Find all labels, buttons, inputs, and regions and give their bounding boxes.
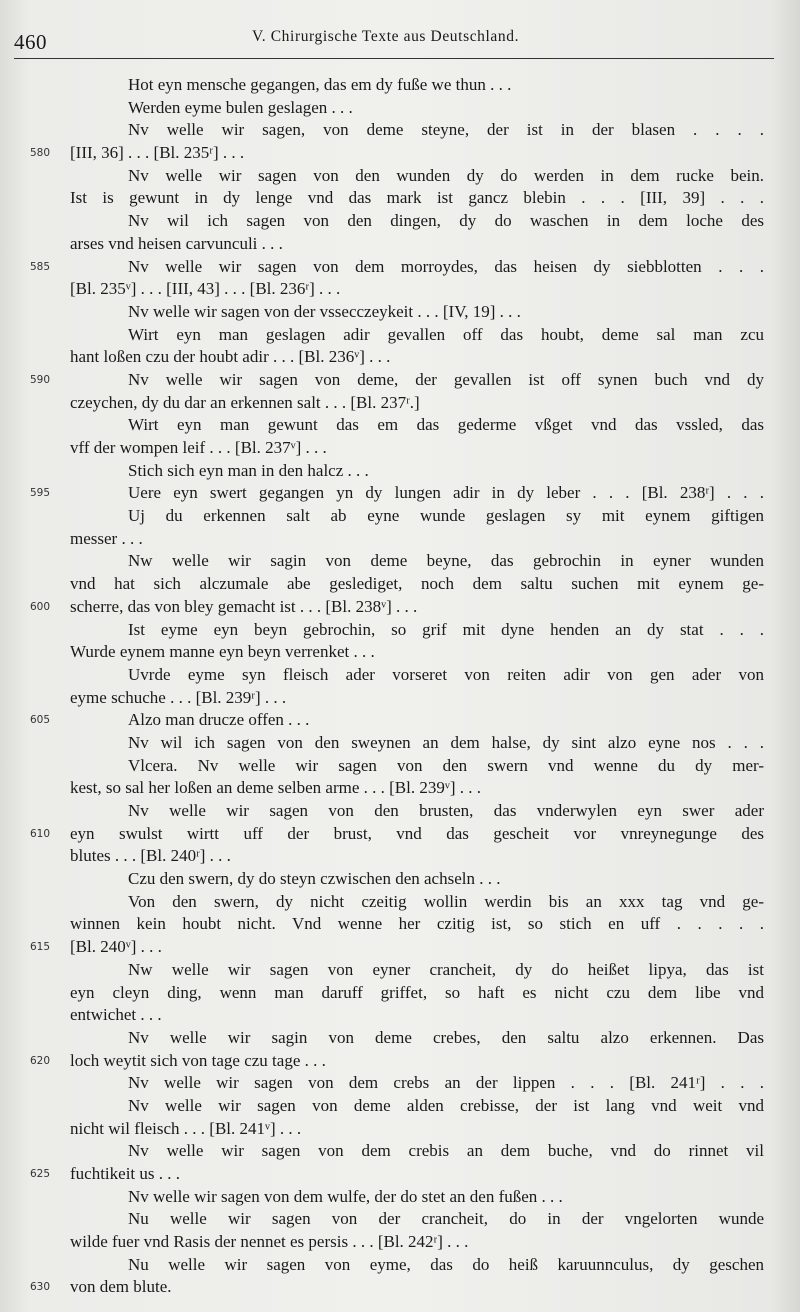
line-text: Nv welle wir sagen von deme, der gevallen ist off synen buch vnd dy [128,369,764,389]
text-line [70,959,764,982]
text-line [30,596,764,619]
text-line [30,1050,764,1073]
line-text: Nv welle wir sagen, von deme steyne, der ist in der blasen . . . . [128,120,764,140]
text-line [30,709,764,732]
line-text: eyn swulst wirtt uff der brust, vnd das gescheit vor vnreynegunge des [70,823,764,843]
text-line [70,732,764,755]
line-text: Nv welle wir sagen von dem crebis an dem buche, vnd do rinnet vil [128,1141,764,1161]
line-text: Nw welle wir sagen von eyner crancheit, dy do heißet lipya, das ist [128,959,764,979]
line-text: Nu welle wir sagen von eyme, das do heiß karuunnculus, dy geschen [128,1254,764,1274]
text-line [70,278,764,301]
text-line [70,1186,764,1209]
text-line [70,1254,764,1277]
text-line [30,1276,764,1299]
line-text: Nv welle wir sagen von dem wulfe, der do stet an den fußen . . . [128,1186,563,1206]
line-text: [Bl. 235ᵛ] . . . [III, 43] . . . [Bl. 236ʳ] . . . [70,279,341,299]
line-text: Nv wil ich sagen von den sweynen an dem halse, dy sint alzo eyne nos . . . [128,732,764,752]
line-text: wilde fuer vnd Rasis der nennet es persis . . . [Bl. 242ʳ] . . . [70,1232,469,1252]
line-number: 585 [30,260,51,273]
line-number: 615 [30,941,51,954]
text-line [70,777,764,800]
line-text: entwichet . . . [70,1005,162,1025]
text-line [70,619,764,642]
line-text: loch weytit sich von tage czu tage . . . [70,1050,326,1070]
line-text: Nv welle wir sagen von dem crebs an der lippen . . . [Bl. 241ʳ] . . . [128,1073,764,1093]
text-line [70,414,764,437]
text-line [70,74,764,97]
line-text: eyn cleyn ding, wenn man daruff griffet, so haft es nicht czu dem libe vnd [70,982,764,1002]
text-line [70,528,764,551]
line-text: vnd hat sich alczumale abe geslediget, noch dem saltu suchen mit eynem ge- [70,574,764,594]
text-line [30,823,764,846]
text-line [30,1163,764,1186]
line-text: Vlcera. Nv welle wir sagen von den swern vnd wenne du dy mer- [128,755,764,775]
line-number: 580 [30,147,51,160]
line-text: Uere eyn swert gegangen yn dy lungen adir in dy leber . . . [Bl. 238ʳ] . . . [128,483,764,503]
line-number: 625 [30,1168,51,1180]
line-text: Czu den swern, dy do steyn czwischen den achseln . . . [128,869,501,889]
text-line [70,641,764,664]
text-line [70,1231,764,1254]
line-text: arses vnd heisen carvunculi . . . [70,233,283,253]
text-line [70,437,764,460]
text-line [70,460,764,483]
text-line [30,142,764,165]
line-number: 590 [30,373,51,386]
text-line [70,1118,764,1141]
text-line [70,982,764,1005]
line-text: Nv welle wir sagen von dem morroydes, das heisen dy siebblotten . . . [128,256,764,276]
body-text [30,74,764,1299]
line-text: Nv welle wir sagin von deme crebes, den saltu alzo erkennen. Das [128,1027,764,1047]
line-text: [Bl. 240ᵛ] . . . [70,937,162,957]
line-text: Nw welle wir sagin von deme beyne, das gebrochin in eyner wunden [128,551,764,571]
line-text: Wirt eyn man geslagen adir gevallen off das houbt, deme sal man zcu [128,324,764,344]
text-line [70,664,764,687]
text-line [70,97,764,120]
text-line [70,1208,764,1231]
line-text: von dem blute. [70,1277,172,1297]
text-line [70,687,764,710]
line-number: 595 [30,487,51,500]
line-text: eyme schuche . . . [Bl. 239ʳ] . . . [70,687,287,707]
line-number: 620 [30,1054,51,1067]
line-text: scherre, das von bley gemacht ist . . . [Bl. 238ᵛ] . . . [70,596,418,616]
line-number: 600 [30,600,51,613]
line-text: Nu welle wir sagen von der crancheit, do in der vngelorten wunde [128,1209,764,1229]
line-text: Ist eyme eyn beyn gebrochin, so grif mit dyne henden an dy stat . . . [128,619,764,639]
text-line [30,369,764,392]
text-line [70,119,764,142]
line-text: Alzo man drucze offen . . . [128,710,310,730]
text-line [30,482,764,505]
line-text: messer . . . [70,528,143,548]
line-text: fuchtikeit us . . . [70,1164,181,1183]
text-line [70,573,764,596]
text-line [70,210,764,233]
text-line [70,505,764,528]
line-text: Von den swern, dy nicht czeitig wollin werdin bis an xxx tag vnd ge- [128,891,764,911]
text-line [70,301,764,324]
line-text: Uvrde eyme syn fleisch ader vorseret von reiten adir von gen ader von [128,664,764,684]
line-text: hant loßen czu der houbt adir . . . [Bl. 236ᵛ] . . . [70,347,391,367]
line-text: Nv wil ich sagen von den dingen, dy do waschen in dem loche des [128,211,764,231]
text-line [30,256,764,279]
line-text: czeychen, dy du dar an erkennen salt . . . [Bl. 237ʳ.] [70,392,420,412]
line-text: blutes . . . [Bl. 240ʳ] . . . [70,846,231,866]
text-line [70,392,764,415]
text-line [70,187,764,210]
line-number: 630 [30,1281,51,1294]
line-text: Uj du erkennen salt ab eyne wunde geslagen sy mit eynem giftigen [128,506,764,526]
line-text: Ist is gewunt in dy lenge vnd das mark ist gancz blebin . . . [III, 39] . . . [70,188,764,208]
text-line [70,165,764,188]
text-line [70,1095,764,1118]
text-line [70,1027,764,1050]
line-text: [III, 36] . . . [Bl. 235ʳ] . . . [70,143,245,163]
line-text: Stich sich eyn man in den halcz . . . [128,460,369,480]
text-line [70,913,764,936]
line-number: 605 [30,714,51,727]
line-text: Nv welle wir sagen von den brusten, das vnderwylen eyn swer ader [128,801,764,820]
text-line [70,1072,764,1095]
text-line [70,346,764,369]
running-head: V. Chirurgische Texte aus Deutschland. [252,28,520,45]
line-number: 610 [30,827,51,840]
text-line [70,233,764,256]
line-text: Nv welle wir sagen von deme alden crebisse, der ist lang vnd weit vnd [128,1095,764,1115]
text-line [70,845,764,868]
line-text: vff der wompen leif . . . [Bl. 237ᵛ] . . . [70,438,327,457]
line-text: Werden eyme bulen geslagen . . . [128,97,353,117]
line-text: nicht wil fleisch . . . [Bl. 241ᵛ] . . . [70,1118,302,1138]
text-line [70,891,764,914]
line-text: Hot eyn mensche gegangen, das em dy fuße we thun . . . [128,75,512,94]
line-text: Nv welle wir sagen von den wunden dy do werden in dem rucke bein. [128,165,764,185]
line-text: Wurde eynem manne eyn beyn verrenket . . . [70,642,375,662]
text-line [70,324,764,347]
line-text: winnen kein houbt nicht. Vnd wenne her czitig ist, so stich en uff . . . . . [70,914,764,934]
text-line [70,550,764,573]
text-line [70,1004,764,1027]
line-text: Nv welle wir sagen von der vssecczeykeit . . . [IV, 19] . . . [128,301,521,321]
text-line [70,755,764,778]
page-number: 460 [14,30,47,54]
text-line [70,1140,764,1163]
text-line [70,868,764,891]
text-line [30,936,764,959]
line-text: kest, so sal her loßen an deme selben arme . . . [Bl. 239ᵛ] . . . [70,778,482,798]
text-line [70,800,764,823]
page-header [14,22,774,59]
line-text: Wirt eyn man gewunt das em das gederme vßget vnd das vssled, das [128,415,764,435]
